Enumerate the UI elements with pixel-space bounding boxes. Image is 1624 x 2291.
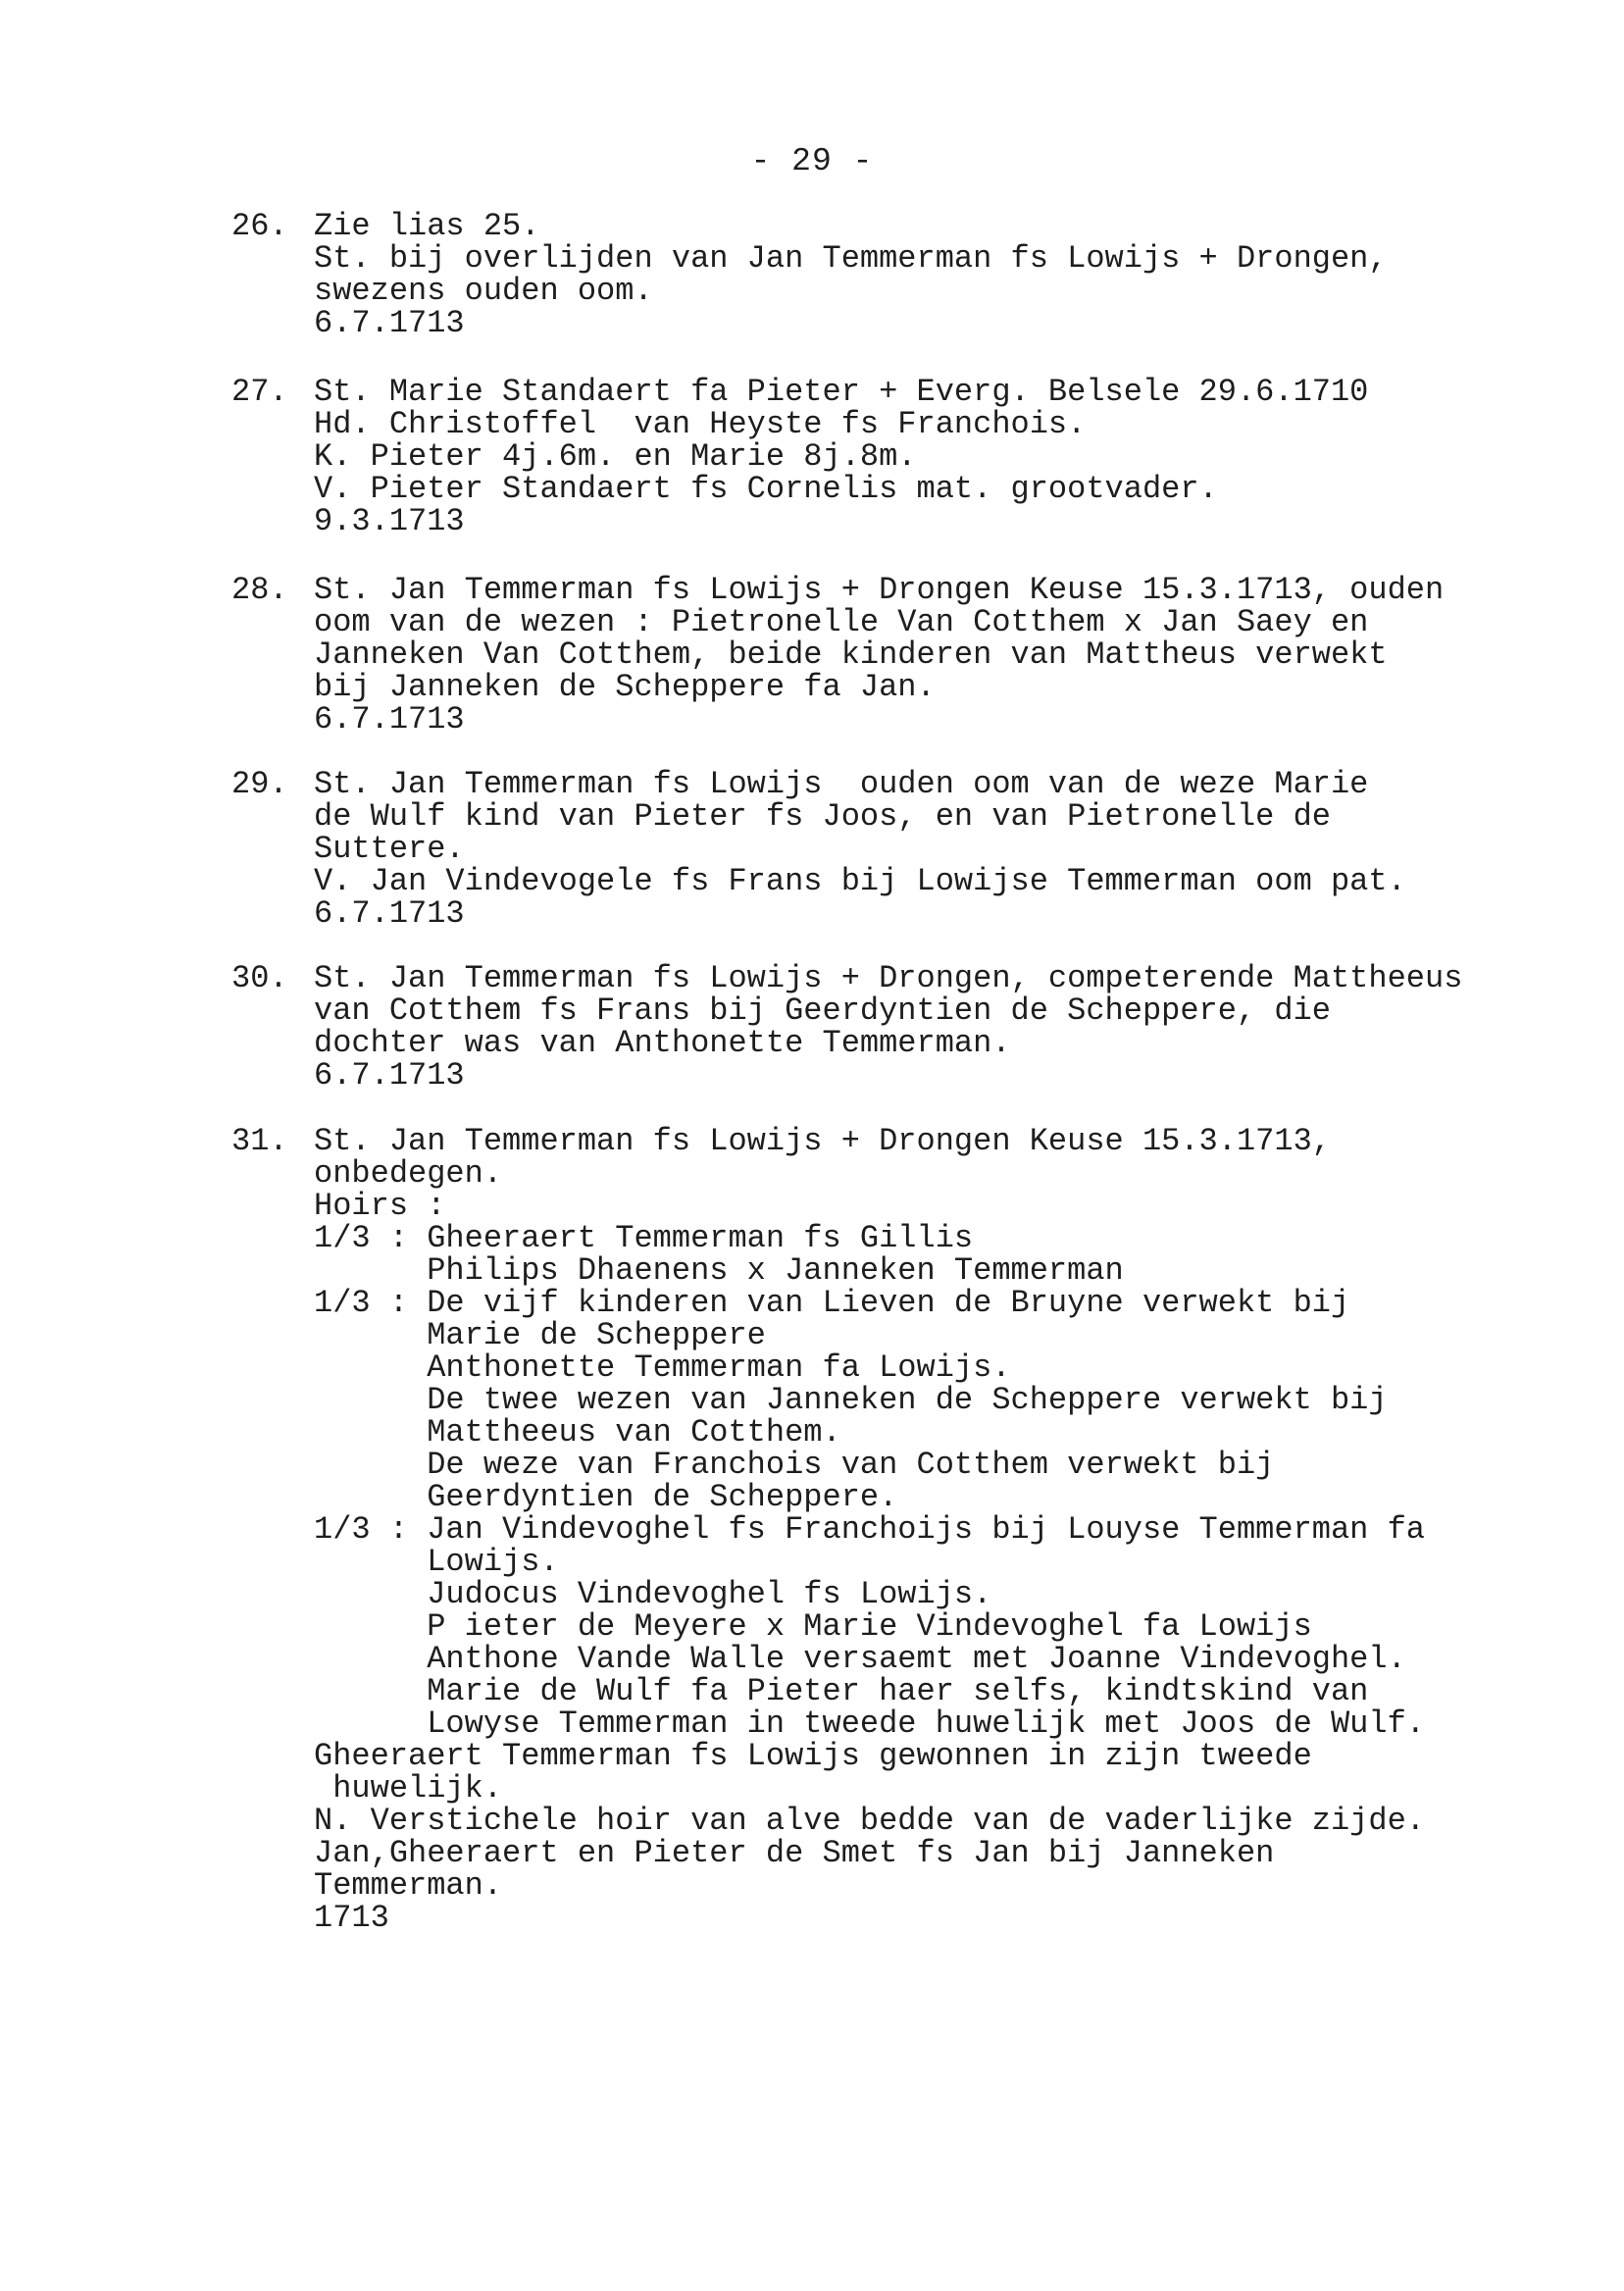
- entry-line: Suttere.: [314, 831, 465, 867]
- entry-line: 9.3.1713: [314, 503, 465, 539]
- entry-line: St. bij overlijden van Jan Temmerman fs Lowijs + Drongen,: [314, 240, 1388, 277]
- entry-number: 27.: [231, 374, 288, 410]
- entry-line: 6.7.1713: [314, 305, 465, 341]
- entry-line: Mattheeus van Cotthem.: [314, 1414, 841, 1451]
- entry-line: 6.7.1713: [314, 701, 465, 738]
- entry-line: V. Pieter Standaert fs Cornelis mat. grootvader.: [314, 471, 1218, 507]
- entry-line: Lowyse Temmerman in tweede huwelijk met Joos de Wulf.: [314, 1706, 1425, 1742]
- entry-line: Marie de Scheppere: [314, 1317, 766, 1353]
- entry-line: N. Verstichele hoir van alve bedde van de vaderlijke zijde.: [314, 1803, 1425, 1839]
- entry-number: 30.: [231, 960, 288, 996]
- entry-number: 29.: [231, 766, 288, 802]
- entry-line: Temmerman.: [314, 1867, 503, 1904]
- entry-line: Judocus Vindevoghel fs Lowijs.: [314, 1576, 992, 1612]
- entry-line: de Wulf kind van Pieter fs Joos, en van Pietronelle de: [314, 798, 1331, 835]
- entry-line: St. Jan Temmerman fs Lowijs ouden oom van de weze Marie: [314, 766, 1369, 802]
- entry-line: Anthone Vande Walle versaemt met Joanne Vindevoghel.: [314, 1641, 1406, 1677]
- entry-line: St. Jan Temmerman fs Lowijs + Drongen Keuse 15.3.1713, ouden: [314, 572, 1445, 608]
- entry-line: 6.7.1713: [314, 895, 465, 932]
- entry-line: 1/3 : Gheeraert Temmerman fs Gillis: [314, 1220, 974, 1256]
- page-number: - 29 -: [750, 143, 874, 179]
- entry-line: Janneken Van Cotthem, beide kinderen van Mattheus verwekt: [314, 636, 1388, 673]
- entry-line: Hoirs :: [314, 1188, 446, 1224]
- entry-number: 31.: [231, 1123, 288, 1159]
- entry-line: Hd. Christoffel van Heyste fs Franchois.: [314, 406, 1087, 442]
- entry-line: van Cotthem fs Frans bij Geerdyntien de Scheppere, die: [314, 993, 1331, 1029]
- entry-line: Lowijs.: [314, 1544, 559, 1580]
- entry-line: 1713: [314, 1900, 389, 1936]
- entry-line: Geerdyntien de Scheppere.: [314, 1479, 898, 1515]
- entry-line: Jan,Gheeraert en Pieter de Smet fs Jan bij Janneken: [314, 1835, 1275, 1871]
- entry-number: 28.: [231, 572, 288, 608]
- entry-line: onbedegen.: [314, 1155, 503, 1192]
- entry-line: De twee wezen van Janneken de Scheppere verwekt bij: [314, 1382, 1388, 1418]
- entry-number: 26.: [231, 208, 288, 244]
- entry-line: Gheeraert Temmerman fs Lowijs gewonnen in zijn tweede: [314, 1738, 1312, 1774]
- entry-line: St. Jan Temmerman fs Lowijs + Drongen Keuse 15.3.1713,: [314, 1123, 1331, 1159]
- entry-line: St. Jan Temmerman fs Lowijs + Drongen, competerende Mattheeus: [314, 960, 1463, 996]
- entry-line: K. Pieter 4j.6m. en Marie 8j.8m.: [314, 438, 917, 475]
- entry-line: Marie de Wulf fa Pieter haer selfs, kindtskind van: [314, 1673, 1369, 1709]
- entry-line: huwelijk.: [314, 1770, 503, 1807]
- entry-line: 1/3 : Jan Vindevoghel fs Franchoijs bij Louyse Temmerman fa: [314, 1511, 1425, 1548]
- entry-line: Philips Dhaenens x Janneken Temmerman: [314, 1252, 1124, 1289]
- entry-line: dochter was van Anthonette Temmerman.: [314, 1025, 1011, 1061]
- entry-line: oom van de wezen : Pietronelle Van Cotthem x Jan Saey en: [314, 604, 1369, 640]
- entry-line: V. Jan Vindevogele fs Frans bij Lowijse Temmerman oom pat.: [314, 863, 1406, 899]
- entry-line: 6.7.1713: [314, 1057, 465, 1094]
- entry-line: Anthonette Temmerman fa Lowijs.: [314, 1349, 1011, 1386]
- entry-line: bij Janneken de Scheppere fa Jan.: [314, 669, 936, 705]
- entry-line: 1/3 : De vijf kinderen van Lieven de Bruyne verwekt bij: [314, 1285, 1350, 1321]
- entry-line: Zie lias 25.: [314, 208, 540, 244]
- entry-line: P ieter de Meyere x Marie Vindevoghel fa Lowijs: [314, 1608, 1312, 1645]
- entry-line: swezens ouden oom.: [314, 273, 653, 309]
- entry-line: St. Marie Standaert fa Pieter + Everg. Belsele 29.6.1710: [314, 374, 1369, 410]
- entry-line: De weze van Franchois van Cotthem verwekt bij: [314, 1447, 1275, 1483]
